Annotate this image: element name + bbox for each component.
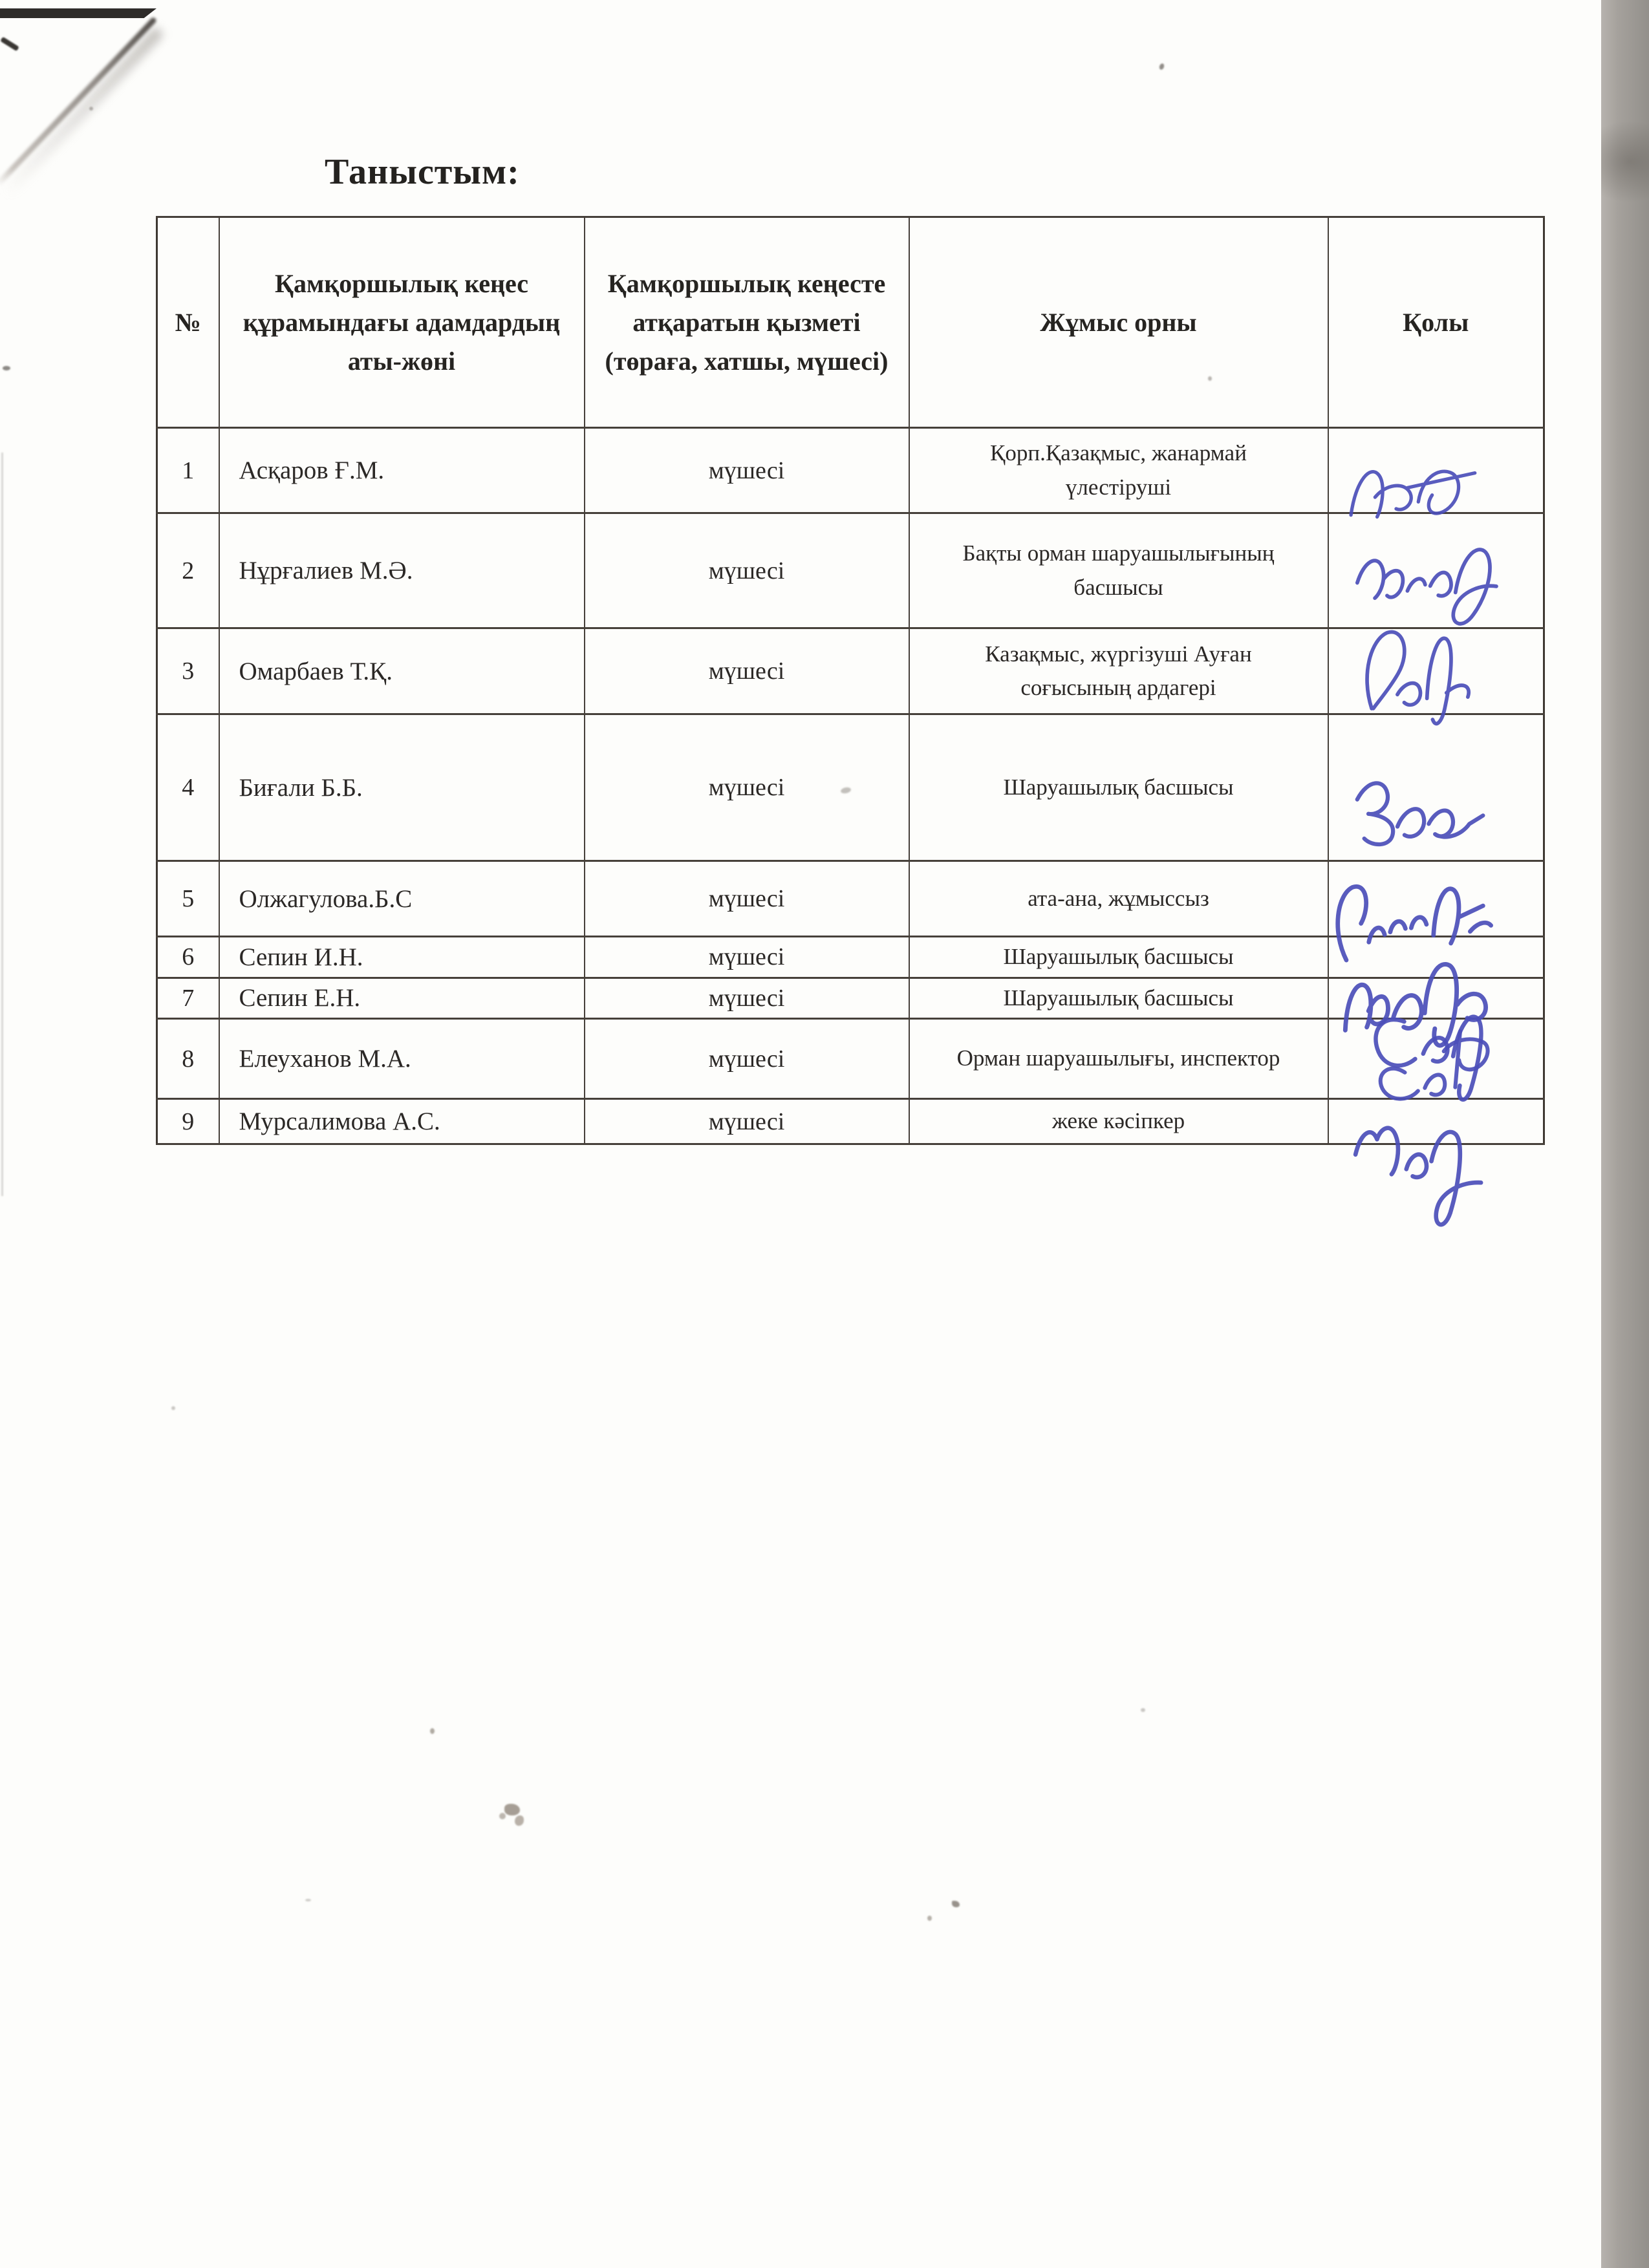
scan-artifact-corner-shadow-soft	[0, 25, 165, 198]
member-role: мүшесі	[585, 1019, 909, 1099]
table-row	[157, 628, 1544, 714]
member-name: Сепин Е.Н.	[219, 978, 585, 1019]
member-name: Олжагулова.Б.С	[219, 861, 585, 937]
paper-edge-shadow	[1, 453, 3, 1196]
member-workplace: Шаруашылық басшысы	[909, 978, 1328, 1019]
table-row	[157, 861, 1544, 937]
table-header-row	[157, 217, 1544, 428]
paper-speck	[171, 1406, 175, 1410]
signature-cell	[1328, 628, 1544, 714]
member-role: мүшесі	[585, 714, 909, 861]
scanner-edge-band	[1601, 0, 1649, 2268]
signatories-table	[156, 216, 1545, 1145]
member-name: Омарбаев Т.Қ.	[219, 628, 585, 714]
signature-cell	[1328, 714, 1544, 861]
row-number: 2	[157, 513, 219, 628]
col-header-signature: Қолы	[1328, 217, 1544, 428]
member-workplace: жеке кәсіпкер	[909, 1099, 1328, 1144]
signature-cell	[1328, 937, 1544, 978]
paper-speck	[305, 1899, 311, 1901]
row-number: 6	[157, 937, 219, 978]
paper-speck	[89, 107, 93, 111]
table-row	[157, 714, 1544, 861]
scan-artifact-corner-shadow	[0, 16, 157, 187]
row-number: 9	[157, 1099, 219, 1144]
member-workplace: Шаруашылық басшысы	[909, 714, 1328, 861]
table-row	[157, 1099, 1544, 1144]
member-role: мүшесі	[585, 628, 909, 714]
member-role: мүшесі	[585, 1099, 909, 1144]
signature-cell	[1328, 861, 1544, 937]
paper-speck	[952, 1901, 960, 1907]
paper-smudge	[499, 1813, 506, 1819]
row-number: 5	[157, 861, 219, 937]
page-title: Таныстым:	[325, 152, 520, 192]
table-row	[157, 513, 1544, 628]
table-row	[157, 1019, 1544, 1099]
signature-cell	[1328, 1099, 1544, 1144]
member-role: мүшесі	[585, 937, 909, 978]
signature-cell	[1328, 513, 1544, 628]
paper-speck	[927, 1916, 932, 1921]
paper-speck	[3, 366, 10, 370]
member-name: Биғали Б.Б.	[219, 714, 585, 861]
paper-speck	[1159, 63, 1165, 70]
table-row	[157, 978, 1544, 1019]
row-number: 1	[157, 428, 219, 513]
scan-artifact-corner-mark	[0, 37, 19, 52]
signature-cell	[1328, 978, 1544, 1019]
member-workplace: ата-ана, жұмыссыз	[909, 861, 1328, 937]
paper-speck	[430, 1728, 435, 1734]
col-header-name: Қамқоршылық кеңес құрамындағы адамдардың аты-жөні	[219, 217, 585, 428]
scan-artifact-top-edge	[0, 8, 156, 18]
paper-smudge	[515, 1815, 524, 1826]
col-header-num: №	[157, 217, 219, 428]
member-workplace: Казақмыс, жүргізуші Ауған соғысының ардагері	[909, 628, 1328, 714]
row-number: 3	[157, 628, 219, 714]
paper-smudge	[504, 1804, 520, 1815]
member-workplace: Орман шаруашылығы, инспектор	[909, 1019, 1328, 1099]
member-workplace: Бақты орман шаруашылығының басшысы	[909, 513, 1328, 628]
member-name: Мурсалимова А.С.	[219, 1099, 585, 1144]
member-role: мүшесі	[585, 861, 909, 937]
table-row	[157, 937, 1544, 978]
signature-cell	[1328, 1019, 1544, 1099]
row-number: 4	[157, 714, 219, 861]
row-number: 7	[157, 978, 219, 1019]
row-number: 8	[157, 1019, 219, 1099]
col-header-workplace: Жұмыс орны	[909, 217, 1328, 428]
member-name: Нұрғалиев М.Ә.	[219, 513, 585, 628]
signature-cell	[1328, 428, 1544, 513]
paper-speck	[1141, 1708, 1145, 1712]
member-workplace: Қорп.Қазақмыс, жанармай үлестіруші	[909, 428, 1328, 513]
col-header-role: Қамқоршылық кеңесте атқаратын қызметі (төраға, хатшы, мүшесі)	[585, 217, 909, 428]
member-name: Асқаров Ғ.М.	[219, 428, 585, 513]
member-role: мүшесі	[585, 978, 909, 1019]
table-row	[157, 428, 1544, 513]
member-name: Елеуханов М.А.	[219, 1019, 585, 1099]
member-role: мүшесі	[585, 513, 909, 628]
table-container	[156, 216, 1543, 1138]
member-name: Сепин И.Н.	[219, 937, 585, 978]
member-role: мүшесі	[585, 428, 909, 513]
member-workplace: Шаруашылық басшысы	[909, 937, 1328, 978]
